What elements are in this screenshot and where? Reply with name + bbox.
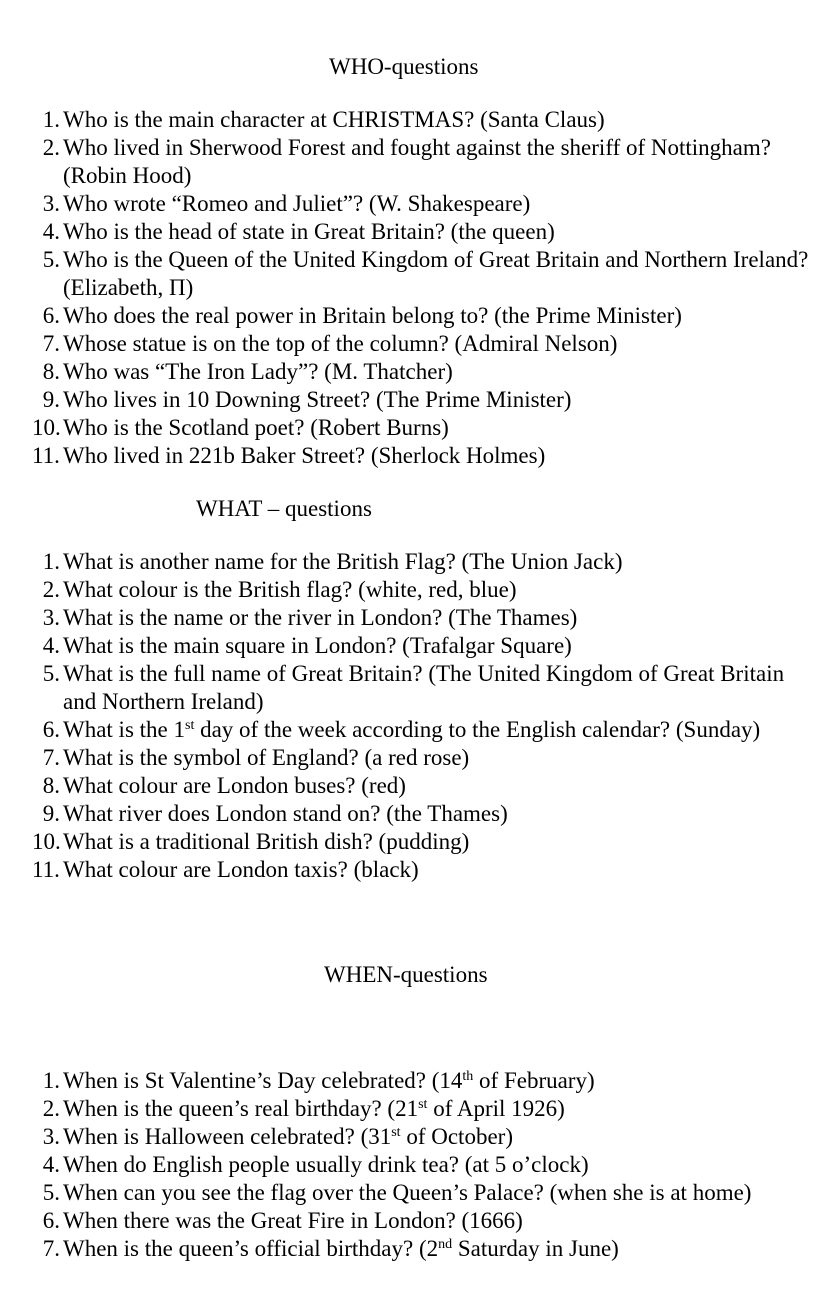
when-questions-list bbox=[0, 1067, 816, 1263]
who-questions-heading: WHO-questions bbox=[329, 54, 479, 79]
question-text: What is the symbol of England? (a red rose) bbox=[63, 745, 470, 770]
question-text: When can you see the flag over the Queen’s Palace? (when she is at home) bbox=[63, 1180, 752, 1205]
question-text: Who lived in Sherwood Forest and fought against the sheriff of Nottingham? (Robin Hood) bbox=[63, 135, 771, 188]
question-number: 10. bbox=[32, 415, 61, 440]
question-item bbox=[0, 604, 816, 632]
question-text: What river does London stand on? (the Thames) bbox=[63, 801, 508, 826]
question-item bbox=[0, 246, 816, 302]
question-text: When there was the Great Fire in London? (1666) bbox=[63, 1208, 523, 1233]
question-text: Who is the Scotland poet? (Robert Burns) bbox=[63, 415, 449, 440]
question-number: 6. bbox=[42, 717, 60, 742]
question-number: 9. bbox=[42, 387, 60, 412]
what-questions-heading: WHAT – questions bbox=[196, 496, 372, 521]
question-number: 4. bbox=[42, 1152, 60, 1177]
question-item bbox=[0, 1123, 816, 1151]
question-number: 7. bbox=[42, 331, 60, 356]
question-item bbox=[0, 1207, 816, 1235]
question-item bbox=[0, 442, 816, 470]
question-text: What is a traditional British dish? (pudding) bbox=[63, 829, 470, 854]
what-questions-list bbox=[0, 548, 816, 884]
question-number: 8. bbox=[42, 773, 60, 798]
question-item bbox=[0, 1067, 816, 1095]
question-text: When is St Valentine’s Day celebrated? (14 bbox=[63, 1068, 463, 1093]
question-number: 11. bbox=[32, 443, 60, 468]
question-number: 4. bbox=[42, 219, 60, 244]
question-number: 1. bbox=[42, 107, 60, 132]
ordinal-suffix: st bbox=[185, 718, 195, 733]
question-item bbox=[0, 1095, 816, 1123]
question-text: Who lived in 221b Baker Street? (Sherlock Holmes) bbox=[63, 443, 546, 468]
question-item bbox=[0, 1235, 816, 1263]
question-item bbox=[0, 744, 816, 772]
question-text: of April 1926) bbox=[427, 1096, 565, 1121]
question-number: 2. bbox=[42, 577, 60, 602]
question-item bbox=[0, 1179, 816, 1207]
question-text: When is Halloween celebrated? (31 bbox=[63, 1124, 392, 1149]
question-text: Whose statue is on the top of the column? (Admiral Nelson) bbox=[63, 331, 618, 356]
question-text: day of the week according to the English calendar? (Sunday) bbox=[194, 717, 761, 742]
question-item bbox=[0, 772, 816, 800]
ordinal-suffix: st bbox=[418, 1097, 428, 1112]
question-number: 2. bbox=[42, 135, 60, 160]
question-text: Who was “The Iron Lady”? (M. Thatcher) bbox=[63, 359, 453, 384]
ordinal-suffix: st bbox=[391, 1125, 401, 1140]
question-text: Who does the real power in Britain belong to? (the Prime Minister) bbox=[63, 303, 682, 328]
question-number: 6. bbox=[42, 303, 60, 328]
question-text: Who is the head of state in Great Britain? (the queen) bbox=[63, 219, 555, 244]
question-text: What colour are London buses? (red) bbox=[63, 773, 406, 798]
question-text: When is the queen’s official birthday? (2 bbox=[63, 1236, 439, 1261]
question-number: 11. bbox=[32, 857, 60, 882]
question-text: What is another name for the British Flag? (The Union Jack) bbox=[63, 549, 623, 574]
question-text: Who wrote “Romeo and Juliet”? (W. Shakespeare) bbox=[63, 191, 531, 216]
who-questions-list bbox=[0, 106, 816, 470]
question-number: 1. bbox=[42, 549, 60, 574]
question-number: 9. bbox=[42, 801, 60, 826]
ordinal-suffix: nd bbox=[438, 1237, 453, 1252]
question-item bbox=[0, 302, 816, 330]
ordinal-suffix: th bbox=[462, 1069, 474, 1084]
question-text: What colour are London taxis? (black) bbox=[63, 857, 419, 882]
question-number: 7. bbox=[42, 1236, 60, 1261]
question-text: Who is the Queen of the United Kingdom of Great Britain and Northern Ireland? (Elizabeth, П) bbox=[63, 247, 809, 300]
question-number: 5. bbox=[42, 661, 60, 686]
question-text: Who lives in 10 Downing Street? (The Prime Minister) bbox=[63, 387, 572, 412]
question-number: 10. bbox=[32, 829, 61, 854]
question-item bbox=[0, 1151, 816, 1179]
question-item bbox=[0, 828, 816, 856]
question-item bbox=[0, 218, 816, 246]
question-item bbox=[0, 386, 816, 414]
question-number: 3. bbox=[42, 1124, 60, 1149]
question-number: 4. bbox=[42, 633, 60, 658]
question-item bbox=[0, 716, 816, 744]
question-text: What is the 1 bbox=[63, 717, 185, 742]
question-text: of October) bbox=[400, 1124, 513, 1149]
question-item bbox=[0, 660, 816, 716]
question-number: 7. bbox=[42, 745, 60, 770]
question-text: When is the queen’s real birthday? (21 bbox=[63, 1096, 419, 1121]
question-number: 5. bbox=[42, 247, 60, 272]
question-text: When do English people usually drink tea? (at 5 o’clock) bbox=[63, 1152, 589, 1177]
question-text: What colour is the British flag? (white, red, blue) bbox=[63, 577, 517, 602]
question-item bbox=[0, 134, 816, 190]
question-text: Saturday in June) bbox=[452, 1236, 619, 1261]
question-number: 8. bbox=[42, 359, 60, 384]
question-item bbox=[0, 330, 816, 358]
question-number: 1. bbox=[42, 1068, 60, 1093]
question-item bbox=[0, 190, 816, 218]
question-item bbox=[0, 548, 816, 576]
question-text: Who is the main character at CHRISTMAS? (Santa Claus) bbox=[63, 107, 605, 132]
when-questions-heading: WHEN-questions bbox=[324, 962, 488, 987]
question-item bbox=[0, 632, 816, 660]
question-item bbox=[0, 576, 816, 604]
question-text: What is the name or the river in London? (The Thames) bbox=[63, 605, 578, 630]
question-text: of February) bbox=[473, 1068, 595, 1093]
question-item bbox=[0, 106, 816, 134]
question-number: 2. bbox=[42, 1096, 60, 1121]
question-item bbox=[0, 856, 816, 884]
question-item bbox=[0, 414, 816, 442]
question-number: 5. bbox=[42, 1180, 60, 1205]
question-number: 6. bbox=[42, 1208, 60, 1233]
question-number: 3. bbox=[42, 191, 60, 216]
question-text: What is the main square in London? (Trafalgar Square) bbox=[63, 633, 572, 658]
question-number: 3. bbox=[42, 605, 60, 630]
question-item bbox=[0, 800, 816, 828]
question-text: What is the full name of Great Britain? (The United Kingdom of Great Britain and Northern Ireland) bbox=[63, 661, 785, 714]
question-item bbox=[0, 358, 816, 386]
